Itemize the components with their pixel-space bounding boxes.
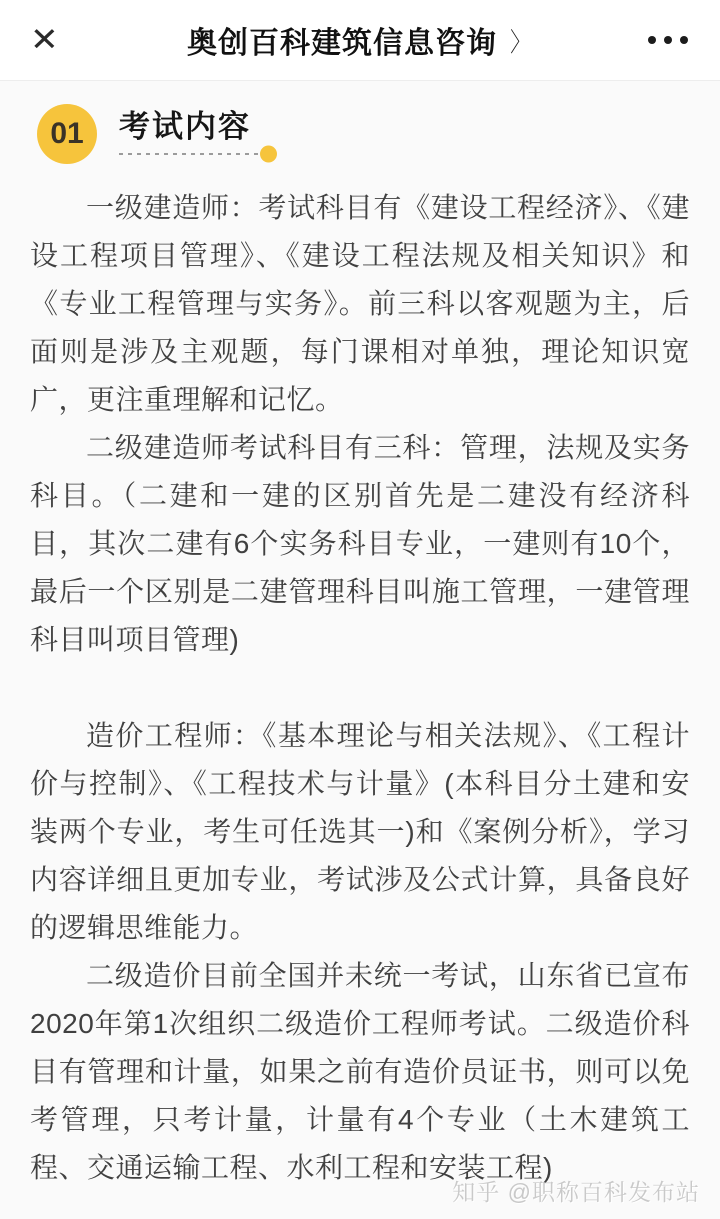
paragraph-spacer bbox=[30, 664, 690, 712]
close-icon[interactable]: ✕ bbox=[26, 20, 63, 60]
more-dot bbox=[664, 36, 672, 44]
watermark bbox=[452, 1174, 700, 1207]
topbar bbox=[0, 0, 720, 81]
section-number-badge: 01 bbox=[37, 104, 97, 164]
page-title[interactable] bbox=[187, 18, 533, 62]
paragraph-level2-constructor: 二级建造师考试科目有三科：管理，法规及实务科目。（二建和一建的区别首先是二建没有经济科目，其次二建有6个实务科目专业，一建则有10个，最后一个区别是二建管理科目叫施工管理，一建管理科目叫项目管理) bbox=[30, 432, 690, 655]
chevron-right-icon: 〉 bbox=[510, 26, 530, 57]
more-dot bbox=[680, 36, 688, 44]
section-title-block bbox=[119, 104, 269, 155]
paragraph-level2-cost: 二级造价目前全国并未统一考试，山东省已宣布2020年第1次组织二级造价工程师考试。二级造价科目有管理和计量，如果之前有造价员证书，则可以免考管理，只考计量，计量有4个专业（土木建筑工程、交通运输工程、水利工程和安装工程) bbox=[30, 960, 690, 1183]
section-title: 考试内容 bbox=[119, 109, 251, 144]
dashed-underline bbox=[119, 153, 269, 155]
paragraph-cost-engineer: 造价工程师：《基本理论与相关法规》、《工程计价与控制》、《工程技术与计量》(本科目分土建和安装两个专业，考生可任选其一)和《案例分析》，学习内容详细且更加专业，考试涉及公式计算，具备良好的逻辑思维能力。 bbox=[30, 720, 690, 943]
watermark-label: 知乎 @职称百科发布站 bbox=[452, 1179, 700, 1205]
more-dot bbox=[648, 36, 656, 44]
yellow-dot-icon bbox=[260, 146, 277, 163]
more-menu-icon[interactable] bbox=[642, 30, 694, 50]
section-header bbox=[37, 104, 720, 170]
page-title-label: 奥创百科建筑信息咨询 bbox=[186, 27, 497, 60]
article-content bbox=[0, 104, 720, 1205]
paragraph-level1-constructor: 一级建造师：考试科目有《建设工程经济》、《建设工程项目管理》、《建设工程法规及相关知识》和《专业工程管理与实务》。前三科以客观题为主，后面则是涉及主观题，每门课相对单独，理论知识宽广，更注重理解和记忆。 bbox=[30, 192, 690, 415]
article-body bbox=[0, 170, 720, 1192]
